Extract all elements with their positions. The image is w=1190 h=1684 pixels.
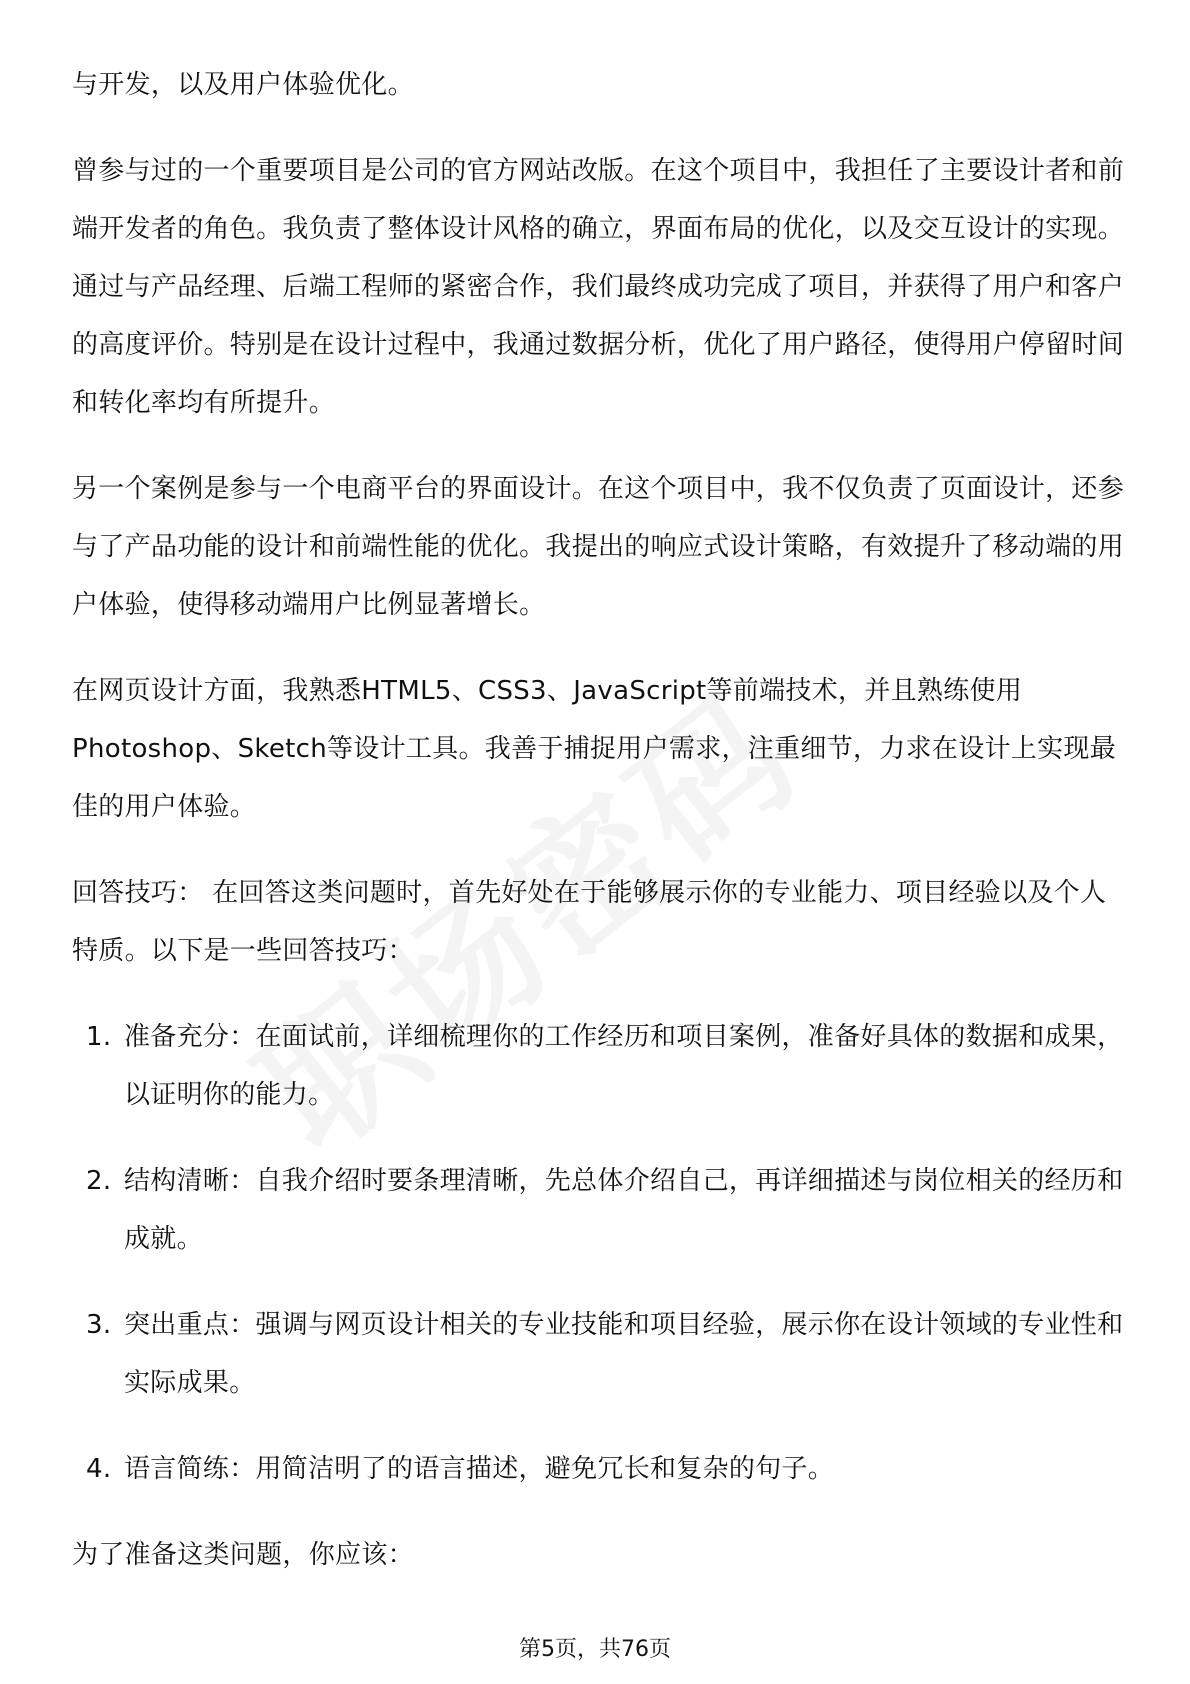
page-number-footer: 第5页，共76页 (519, 1637, 671, 1662)
paragraph-answer-tips: 回答技巧： 在回答这类问题时，首先好处在于能够展示你的专业能力、项目经验以及个人特质。以下是一些回答技巧： (72, 878, 1107, 966)
tips-list (72, 1008, 1132, 1498)
closing-line: 为了准备这类问题，你应该： (72, 1540, 414, 1570)
list-item-text: 结构清晰：自我介绍时要条理清晰，先总体介绍自己，再详细描述与岗位相关的经历和成就。 (124, 1166, 1124, 1254)
list-item-text: 突出重点：强调与网页设计相关的专业技能和项目经验，展示你在设计领域的专业性和实际成果。 (124, 1310, 1124, 1398)
list-item-text: 语言简练：用简洁明了的语言描述，避免冗长和复杂的句子。 (124, 1454, 835, 1484)
paragraph-3: 另一个案例是参与一个电商平台的界面设计。在这个项目中，我不仅负责了页面设计，还参与了产品功能的设计和前端性能的优化。我提出的响应式设计策略，有效提升了移动端的用户体验，使得移动端用户比例显著增长。 (72, 474, 1125, 620)
list-item-text: 准备充分：在面试前，详细梳理你的工作经历和项目案例，准备好具体的数据和成果，以证明你的能力。 (124, 1022, 1124, 1110)
list-item (72, 1440, 1132, 1498)
document-body (72, 56, 1132, 1612)
list-item (72, 1152, 1132, 1268)
list-item-number: 1. (86, 1022, 112, 1052)
paragraph-1: 与开发，以及用户体验优化。 (72, 70, 414, 100)
list-item (72, 1296, 1132, 1412)
paragraph-2: 曾参与过的一个重要项目是公司的官方网站改版。在这个项目中，我担任了主要设计者和前端开发者的角色。我负责了整体设计风格的确立，界面布局的优化，以及交互设计的实现。通过与产品经理、后端工程师的紧密合作，我们最终成功完成了项目，并获得了用户和客户的高度评价。特别是在设计过程中，我通过数据分析，优化了用户路径，使得用户停留时间和转化率均有所提升。 (72, 156, 1125, 418)
list-item-number: 2. (86, 1166, 112, 1196)
list-item (72, 1008, 1132, 1124)
list-item-number: 3. (86, 1310, 112, 1340)
paragraph-4: 在网页设计方面，我熟悉HTML5、CSS3、JavaScript等前端技术，并且熟练使用Photoshop、Sketch等设计工具。我善于捕捉用户需求，注重细节，力求在设计上实现最佳的用户体验。 (72, 676, 1116, 822)
list-item-number: 4. (86, 1454, 112, 1484)
